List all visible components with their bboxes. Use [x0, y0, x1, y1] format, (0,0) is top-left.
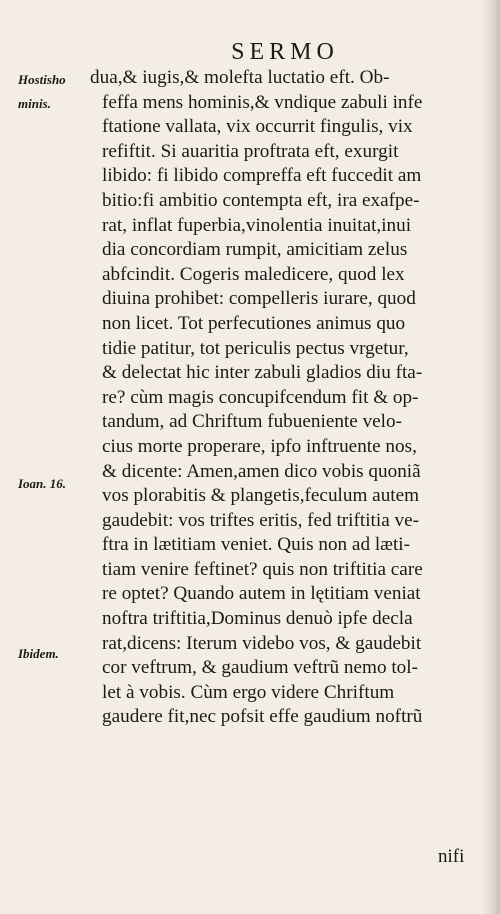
marginal-note-hostis: Hostisho — [18, 72, 66, 87]
text-line: ftra in lætitiam veniet. Quis non ad læti- — [102, 534, 411, 556]
marginal-note-ibidem: Ibidem. — [18, 646, 59, 661]
text-line: abfcindit. Cogeris maledicere, quod lex — [102, 263, 405, 285]
text-line: gaudere fit,nec pofsit effe gaudium noftrũ — [102, 706, 423, 728]
text-line: & dicente: Amen,amen dico vobis quoniã — [102, 460, 421, 482]
text-line: dua,& iugis,& molefta luctatio eft. Ob- — [90, 67, 390, 88]
text-line: feffa mens hominis,& vndique zabuli infe — [102, 91, 423, 113]
catchword: nifi — [438, 846, 465, 867]
running-head: SERMO — [231, 39, 339, 65]
text-line: re? cùm magis concupifcendum fit & op- — [102, 386, 419, 408]
text-line: refiftit. Si auaritia proftrata eft, exurgit — [102, 140, 399, 162]
text-line: tiam venire feftinet? quis non triftitia care — [102, 558, 423, 580]
text-line: & delectat hic inter zabuli gladios diu fta- — [102, 362, 423, 384]
marginal-note-ioan: Ioan. 16. — [18, 476, 67, 491]
text-line: cius morte properare, ipfo inftruente nos, — [102, 435, 417, 457]
text-line: cor veftrum, & gaudium veftrũ nemo tol- — [102, 657, 418, 679]
text-line: libido: fi libido compreffa eft fuccedit am — [102, 165, 422, 187]
text-line: rat, inflat fuperbia,vinolentia inuitat,inui — [102, 214, 412, 236]
text-line: ftatione vallata, vix occurrit fingulis, vix — [102, 116, 413, 138]
text-line: tandum, ad Chriftum fubueniente velo- — [102, 411, 402, 433]
text-line: bitio:fi ambitio contempta eft, ira exafpe- — [102, 189, 420, 211]
text-line: non licet. Tot perfecutiones animus quo — [102, 312, 406, 334]
text-line: dia concordiam rumpit, amicitiam zelus — [102, 239, 408, 261]
text-line: noftra triftitia,Dominus denuò ipfe decla — [102, 608, 413, 630]
text-line: rat,dicens: Iterum videbo vos, & gaudebit — [102, 632, 422, 654]
text-line: gaudebit: vos triftes eritis, fed triftitia ve- — [102, 509, 420, 531]
text-line: vos plorabitis & plangetis,feculum autem — [102, 485, 420, 507]
text-line: diuina prohibet: compelleris iurare, quod — [102, 288, 416, 310]
sermon-text-block — [90, 66, 474, 730]
text-line: let à vobis. Cùm ergo videre Chriftum — [102, 681, 395, 703]
text-line: re optet? Quando autem in lętitiam veniat — [102, 583, 421, 605]
page-edge-shadow — [482, 0, 500, 914]
marginal-note-minis: minis. — [18, 96, 51, 111]
text-line: tidie patitur, tot periculis pectus vrgetur, — [102, 337, 409, 359]
